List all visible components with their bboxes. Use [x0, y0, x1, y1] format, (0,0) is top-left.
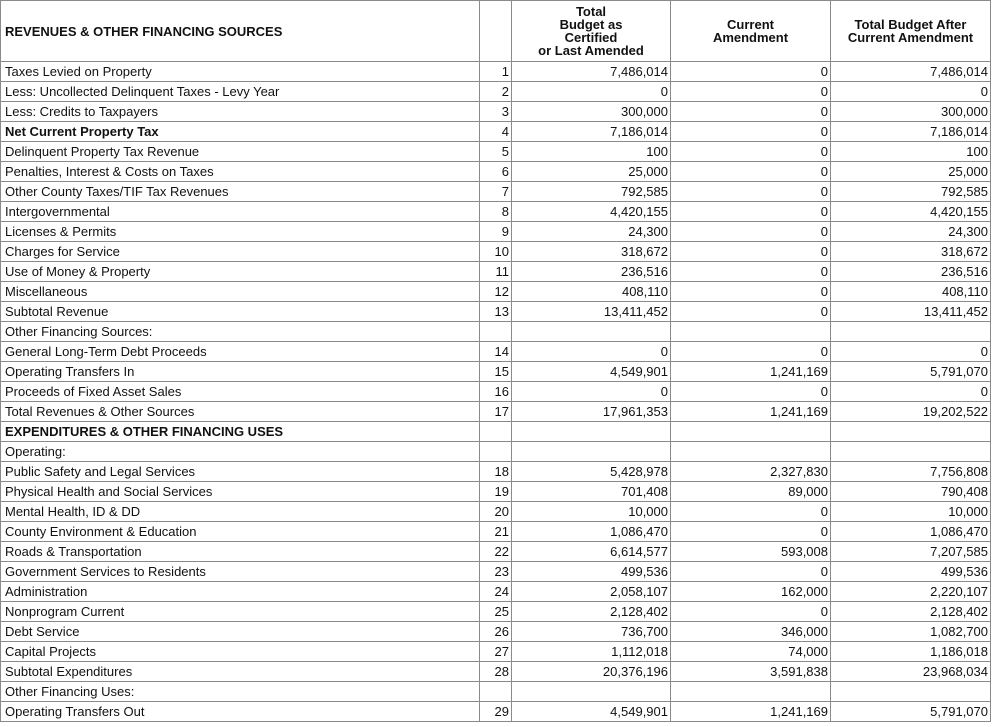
- budget-value: 0: [512, 342, 671, 362]
- amend-header-line1: Current: [727, 17, 774, 32]
- table-row: [1, 102, 991, 122]
- amendment-value: 0: [671, 262, 831, 282]
- total-value: 2,128,402: [831, 602, 991, 622]
- table-row: [1, 322, 991, 342]
- budget-value: 0: [512, 82, 671, 102]
- row-label: Delinquent Property Tax Revenue: [1, 142, 480, 162]
- amendment-value: 162,000: [671, 582, 831, 602]
- amendment-value: 0: [671, 342, 831, 362]
- total-value: 7,486,014: [831, 62, 991, 82]
- line-number: 2: [480, 82, 512, 102]
- amendment-value: 0: [671, 62, 831, 82]
- total-value: 2,220,107: [831, 582, 991, 602]
- row-label: Operating:: [1, 442, 480, 462]
- row-label: Less: Credits to Taxpayers: [1, 102, 480, 122]
- budget-certified-header: [512, 1, 671, 62]
- table-row: [1, 382, 991, 402]
- budget-value: 408,110: [512, 282, 671, 302]
- total-value: 13,411,452: [831, 302, 991, 322]
- line-number: 29: [480, 702, 512, 722]
- budget-value: 13,411,452: [512, 302, 671, 322]
- budget-value: 4,420,155: [512, 202, 671, 222]
- table-row: [1, 442, 991, 462]
- total-header-line2: Current Amendment: [847, 30, 974, 45]
- row-label: Nonprogram Current: [1, 602, 480, 622]
- amendment-value: 2,327,830: [671, 462, 831, 482]
- line-number: 9: [480, 222, 512, 242]
- table-row: [1, 82, 991, 102]
- amendment-value: 0: [671, 282, 831, 302]
- amendment-value: 593,008: [671, 542, 831, 562]
- amendment-value: 1,241,169: [671, 702, 831, 722]
- amendment-value: 0: [671, 302, 831, 322]
- amendment-value: 0: [671, 162, 831, 182]
- table-row: [1, 262, 991, 282]
- row-label: Total Revenues & Other Sources: [1, 402, 480, 422]
- row-label: Net Current Property Tax: [1, 122, 480, 142]
- budget-header-line3: Certified: [564, 30, 618, 45]
- amendment-value: 0: [671, 562, 831, 582]
- budget-header-line4: or Last Amended: [538, 43, 644, 58]
- total-value: 0: [831, 382, 991, 402]
- line-number: 5: [480, 142, 512, 162]
- table-row: [1, 682, 991, 702]
- total-value: 1,086,470: [831, 522, 991, 542]
- line-number: 21: [480, 522, 512, 542]
- total-value: 318,672: [831, 242, 991, 262]
- total-value: 5,791,070: [831, 702, 991, 722]
- line-number: 27: [480, 642, 512, 662]
- row-label: Mental Health, ID & DD: [1, 502, 480, 522]
- line-number: 4: [480, 122, 512, 142]
- table-row: [1, 622, 991, 642]
- row-label: Other Financing Sources:: [1, 322, 480, 342]
- budget-header-line2: Budget as: [559, 17, 623, 32]
- budget-value: [512, 322, 671, 342]
- table-row: [1, 562, 991, 582]
- row-label: Administration: [1, 582, 480, 602]
- section-header: REVENUES & OTHER FINANCING SOURCES: [1, 1, 480, 62]
- table-row: [1, 122, 991, 142]
- total-value: 19,202,522: [831, 402, 991, 422]
- line-number: [480, 422, 512, 442]
- budget-value: 4,549,901: [512, 702, 671, 722]
- line-number: 3: [480, 102, 512, 122]
- row-label: Operating Transfers Out: [1, 702, 480, 722]
- table-row: [1, 582, 991, 602]
- budget-value: 4,549,901: [512, 362, 671, 382]
- row-label: Licenses & Permits: [1, 222, 480, 242]
- table-row: [1, 302, 991, 322]
- total-value: 499,536: [831, 562, 991, 582]
- total-value: [831, 322, 991, 342]
- line-number: 15: [480, 362, 512, 382]
- budget-value: 100: [512, 142, 671, 162]
- total-value: [831, 422, 991, 442]
- row-label: Other Financing Uses:: [1, 682, 480, 702]
- line-number: [480, 442, 512, 462]
- budget-value: 701,408: [512, 482, 671, 502]
- line-number: 19: [480, 482, 512, 502]
- line-number: 8: [480, 202, 512, 222]
- total-value: 408,110: [831, 282, 991, 302]
- row-label: Subtotal Expenditures: [1, 662, 480, 682]
- amendment-value: 0: [671, 602, 831, 622]
- amendment-value: 89,000: [671, 482, 831, 502]
- line-number: 1: [480, 62, 512, 82]
- budget-value: [512, 682, 671, 702]
- table-row: [1, 202, 991, 222]
- amendment-value: 0: [671, 522, 831, 542]
- amendment-value: 0: [671, 382, 831, 402]
- total-value: 25,000: [831, 162, 991, 182]
- table-row: [1, 282, 991, 302]
- table-row: [1, 462, 991, 482]
- line-number: 25: [480, 602, 512, 622]
- current-amendment-header: [671, 1, 831, 62]
- amendment-value: 0: [671, 502, 831, 522]
- total-value: 300,000: [831, 102, 991, 122]
- line-number: 16: [480, 382, 512, 402]
- budget-value: 0: [512, 382, 671, 402]
- line-number: 13: [480, 302, 512, 322]
- row-label: Government Services to Residents: [1, 562, 480, 582]
- row-label: Taxes Levied on Property: [1, 62, 480, 82]
- budget-value: 236,516: [512, 262, 671, 282]
- line-number: 20: [480, 502, 512, 522]
- total-value: 100: [831, 142, 991, 162]
- amendment-value: [671, 422, 831, 442]
- table-row: [1, 702, 991, 722]
- amendment-value: 74,000: [671, 642, 831, 662]
- row-label: General Long-Term Debt Proceeds: [1, 342, 480, 362]
- line-number: 23: [480, 562, 512, 582]
- line-number: 26: [480, 622, 512, 642]
- line-number: 12: [480, 282, 512, 302]
- table-row: [1, 142, 991, 162]
- total-after-amendment-header: [831, 1, 991, 62]
- budget-value: 499,536: [512, 562, 671, 582]
- amendment-value: 0: [671, 142, 831, 162]
- table-row: [1, 62, 991, 82]
- total-value: 0: [831, 82, 991, 102]
- line-number: 18: [480, 462, 512, 482]
- table-row: [1, 522, 991, 542]
- line-number: 24: [480, 582, 512, 602]
- section-label: EXPENDITURES & OTHER FINANCING USES: [1, 422, 480, 442]
- amendment-value: [671, 442, 831, 462]
- budget-value: 792,585: [512, 182, 671, 202]
- amendment-value: 0: [671, 182, 831, 202]
- table-row: [1, 342, 991, 362]
- budget-value: 10,000: [512, 502, 671, 522]
- total-value: 7,756,808: [831, 462, 991, 482]
- total-value: 1,082,700: [831, 622, 991, 642]
- amendment-value: [671, 322, 831, 342]
- row-label: Debt Service: [1, 622, 480, 642]
- total-header-line1: Total Budget After: [854, 17, 967, 32]
- budget-value: 25,000: [512, 162, 671, 182]
- table-row: [1, 362, 991, 382]
- row-label: Penalties, Interest & Costs on Taxes: [1, 162, 480, 182]
- total-value: 792,585: [831, 182, 991, 202]
- line-number: 11: [480, 262, 512, 282]
- budget-value: 2,128,402: [512, 602, 671, 622]
- line-number: 17: [480, 402, 512, 422]
- row-label: Use of Money & Property: [1, 262, 480, 282]
- budget-value: 7,486,014: [512, 62, 671, 82]
- amendment-value: [671, 682, 831, 702]
- table-row: [1, 502, 991, 522]
- table-row: [1, 602, 991, 622]
- budget-value: 20,376,196: [512, 662, 671, 682]
- total-value: 5,791,070: [831, 362, 991, 382]
- budget-value: 300,000: [512, 102, 671, 122]
- row-label-text: Less: Uncollected Delinquent Taxes - Levy Year: [5, 84, 280, 99]
- row-label: Miscellaneous: [1, 282, 480, 302]
- table-row: [1, 482, 991, 502]
- amendment-value: 0: [671, 202, 831, 222]
- budget-value: 24,300: [512, 222, 671, 242]
- amendment-value: 346,000: [671, 622, 831, 642]
- budget-value: 318,672: [512, 242, 671, 262]
- row-label: County Environment & Education: [1, 522, 480, 542]
- budget-value: [512, 422, 671, 442]
- line-number: [480, 322, 512, 342]
- row-label: Capital Projects: [1, 642, 480, 662]
- budget-value: 1,086,470: [512, 522, 671, 542]
- line-number: [480, 682, 512, 702]
- table-row: [1, 242, 991, 262]
- total-value: 236,516: [831, 262, 991, 282]
- amendment-value: 0: [671, 242, 831, 262]
- section-row: [1, 422, 991, 442]
- budget-value: 5,428,978: [512, 462, 671, 482]
- table-row: [1, 162, 991, 182]
- budget-header-line1: Total: [575, 4, 607, 19]
- line-number: 7: [480, 182, 512, 202]
- row-label: Roads & Transportation: [1, 542, 480, 562]
- row-label: Intergovernmental: [1, 202, 480, 222]
- total-value: [831, 442, 991, 462]
- total-value: 10,000: [831, 502, 991, 522]
- line-number-header: [480, 1, 512, 62]
- budget-value: [512, 442, 671, 462]
- budget-value: 17,961,353: [512, 402, 671, 422]
- row-label: Physical Health and Social Services: [1, 482, 480, 502]
- row-label: Other County Taxes/TIF Tax Revenues: [1, 182, 480, 202]
- table-row: [1, 402, 991, 422]
- total-value: 7,207,585: [831, 542, 991, 562]
- budget-value: 6,614,577: [512, 542, 671, 562]
- table-row: [1, 222, 991, 242]
- row-label: [1, 82, 480, 102]
- total-value: 7,186,014: [831, 122, 991, 142]
- line-number: 10: [480, 242, 512, 262]
- amendment-value: 1,241,169: [671, 402, 831, 422]
- line-number: 14: [480, 342, 512, 362]
- row-label: Charges for Service: [1, 242, 480, 262]
- row-label: Public Safety and Legal Services: [1, 462, 480, 482]
- amendment-value: 3,591,838: [671, 662, 831, 682]
- amendment-value: 0: [671, 102, 831, 122]
- total-value: 24,300: [831, 222, 991, 242]
- table-row: [1, 642, 991, 662]
- amendment-value: 1,241,169: [671, 362, 831, 382]
- amendment-value: 0: [671, 82, 831, 102]
- table-row: [1, 542, 991, 562]
- budget-value: 7,186,014: [512, 122, 671, 142]
- row-label: Subtotal Revenue: [1, 302, 480, 322]
- amend-header-line2: Amendment: [712, 30, 789, 45]
- total-value: 1,186,018: [831, 642, 991, 662]
- total-value: 0: [831, 342, 991, 362]
- total-value: 23,968,034: [831, 662, 991, 682]
- budget-value: 1,112,018: [512, 642, 671, 662]
- table-row: [1, 182, 991, 202]
- total-value: 790,408: [831, 482, 991, 502]
- row-label: Operating Transfers In: [1, 362, 480, 382]
- amendment-value: 0: [671, 222, 831, 242]
- budget-value: 736,700: [512, 622, 671, 642]
- header-row: [1, 1, 991, 62]
- total-value: 4,420,155: [831, 202, 991, 222]
- row-label: Proceeds of Fixed Asset Sales: [1, 382, 480, 402]
- line-number: 22: [480, 542, 512, 562]
- table-row: [1, 662, 991, 682]
- amendment-value: 0: [671, 122, 831, 142]
- budget-value: 2,058,107: [512, 582, 671, 602]
- line-number: 28: [480, 662, 512, 682]
- total-value: [831, 682, 991, 702]
- line-number: 6: [480, 162, 512, 182]
